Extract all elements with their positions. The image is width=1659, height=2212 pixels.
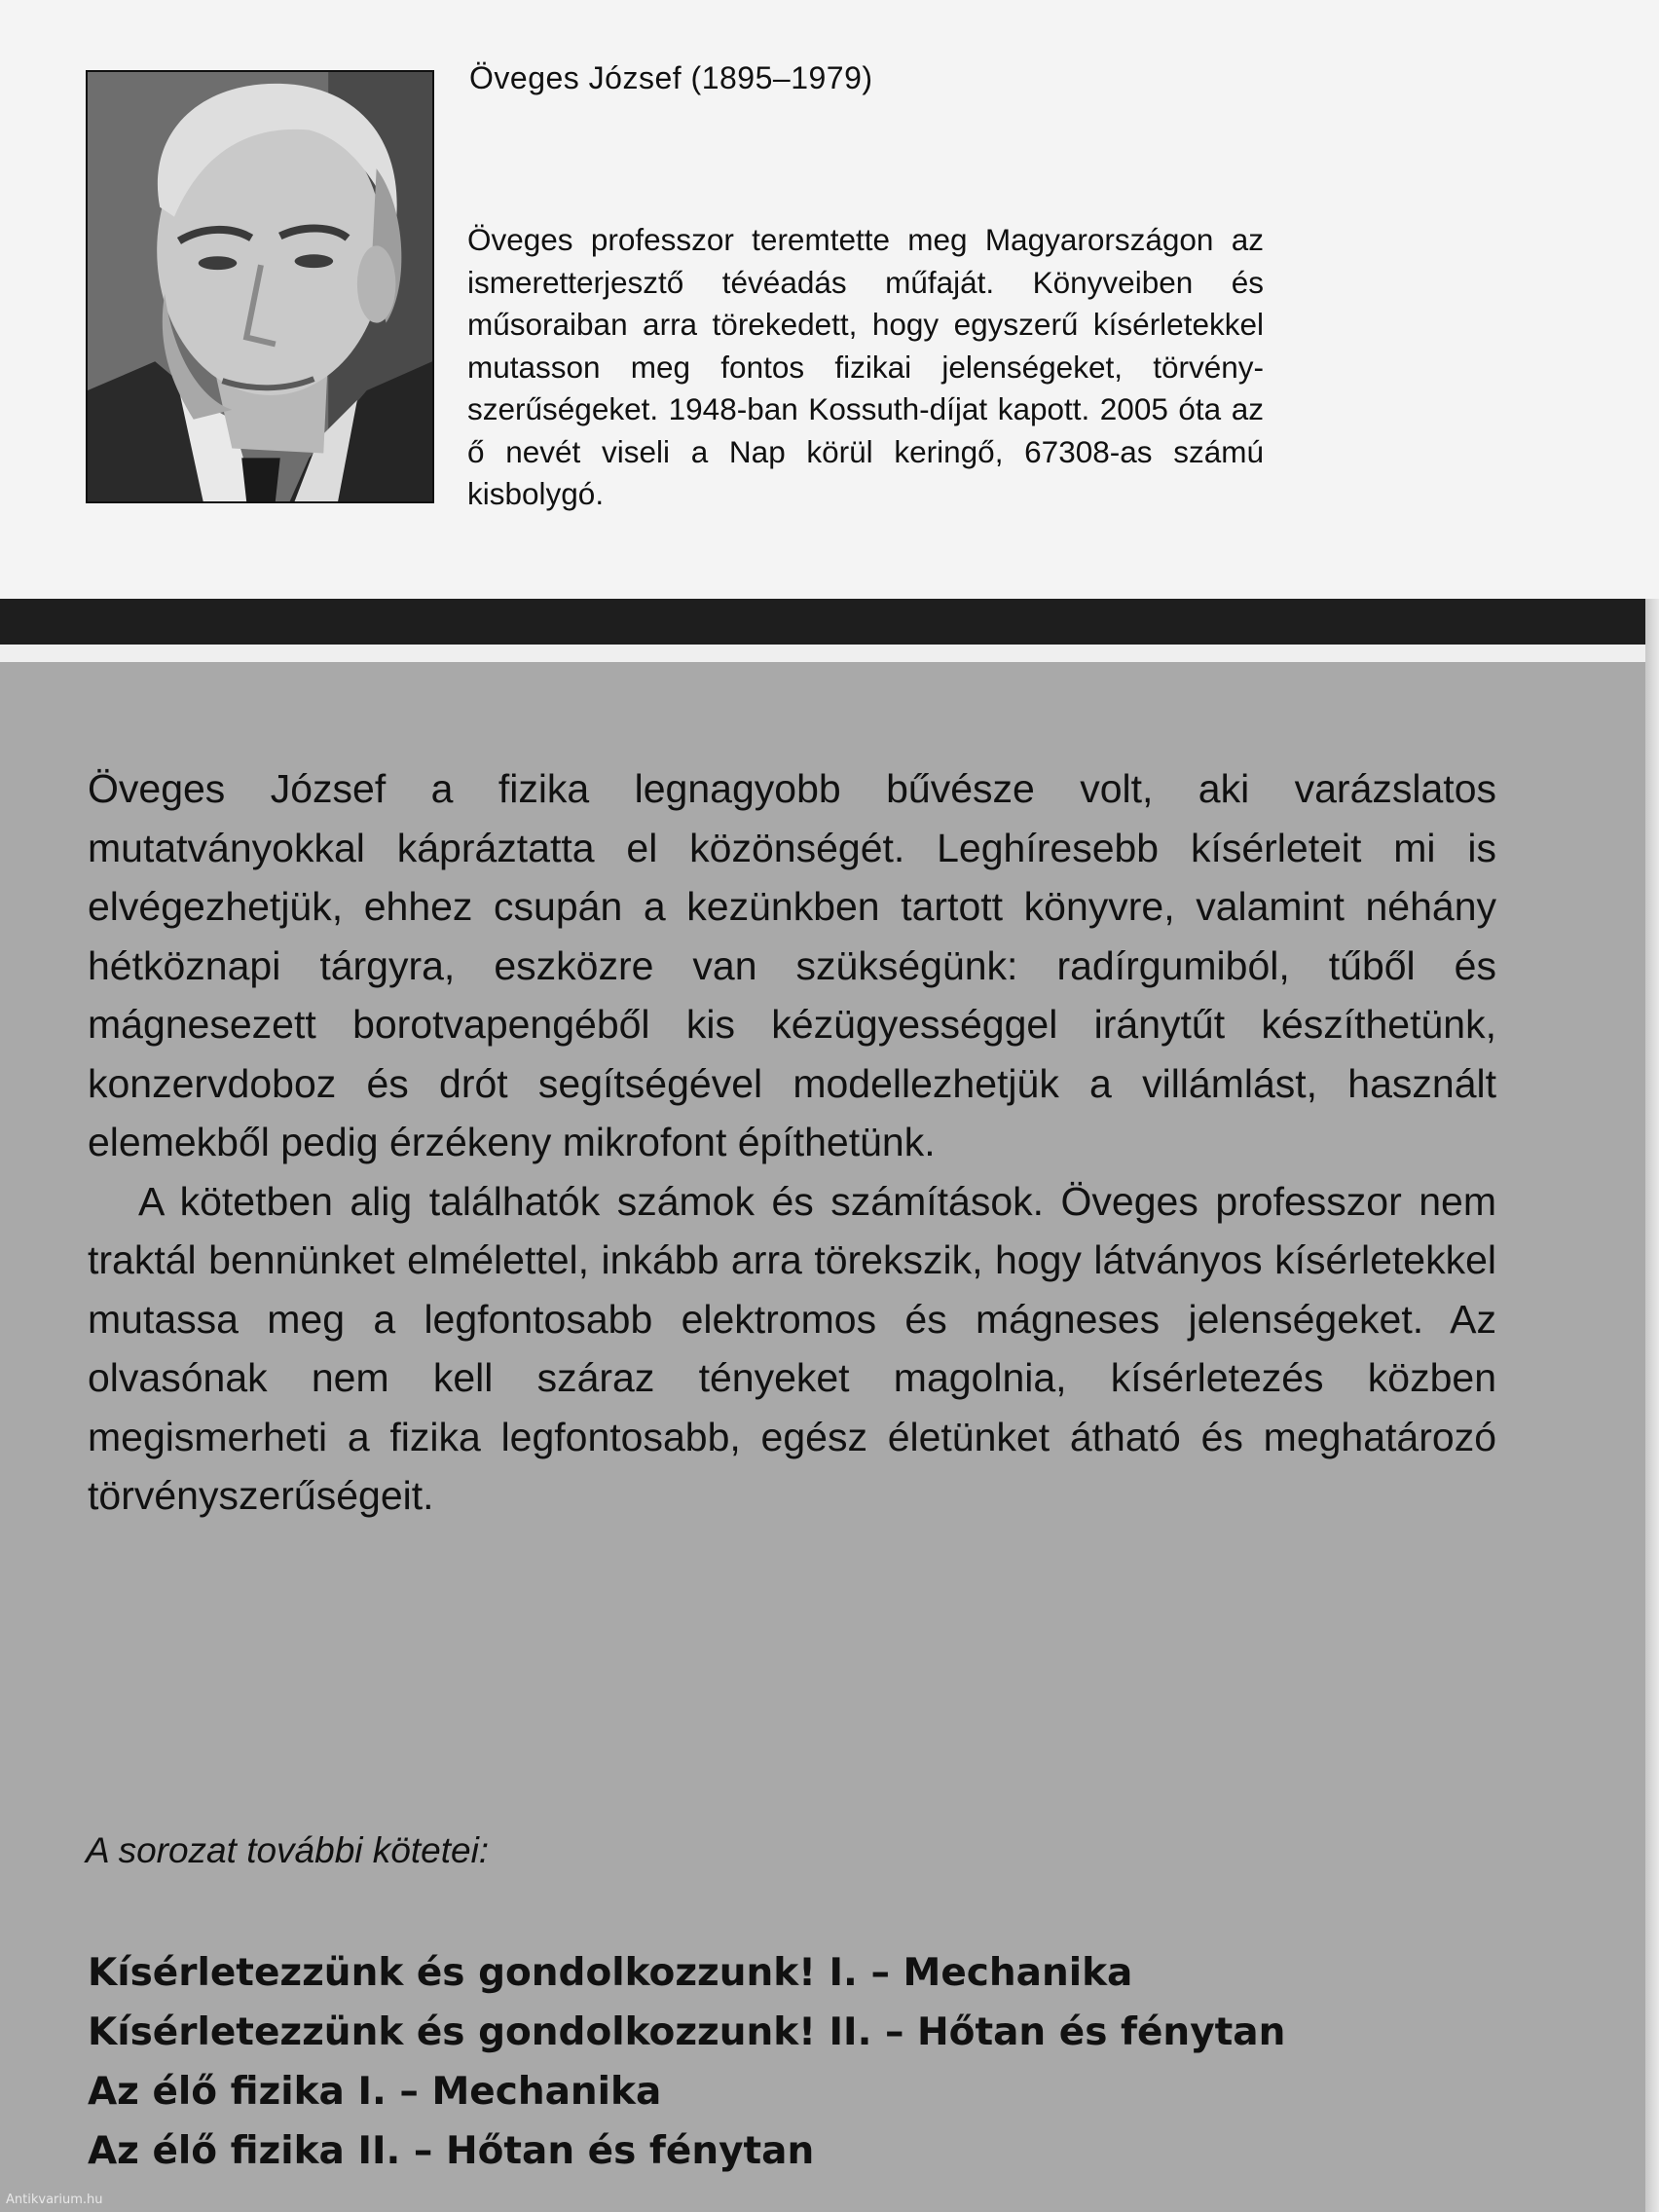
- book-description: [88, 759, 1496, 1526]
- author-name-years: Öveges József (1895–1979): [469, 60, 873, 95]
- separator-band: [0, 599, 1659, 645]
- portrait-illustration: [88, 72, 432, 501]
- description-paragraph: A kötetben alig találhatók számok és számítások. Öveges professzor nem traktál bennünket elmélettel, inkább arra törekszik, hogy látványos kísérletekkel mutassa meg a legfontosabb elektromos és mágneses jelenségeket. Az olvasónak nem kell száraz tényeket magolnia, kísérletezés közben megismerheti a fizika legfontosabb, egész életünket átható és meghatározó törvényszerűségeit.: [88, 1178, 1496, 1518]
- author-panel: [0, 0, 1659, 599]
- series-volume-item: Az élő fizika II. – Hőtan és fénytan: [88, 2129, 815, 2173]
- series-volume-item: Kísérletezzünk és gondolkozzunk! II. – Hőtan és fénytan: [88, 2010, 1286, 2054]
- series-volume-list: [88, 1943, 1285, 2181]
- author-portrait-photo: [86, 70, 434, 503]
- cover-edge: [1645, 599, 1659, 2212]
- series-volume-item: Az élő fizika I. – Mechanika: [88, 2070, 662, 2114]
- watermark: Antikvarium.hu: [6, 2193, 103, 2207]
- separator-stripe: [0, 645, 1659, 662]
- description-paragraph: Öveges József a fizika legnagyobb bűvésze volt, aki varázslatos mutatványokkal kápráztatta el közönségét. Leghíresebb kísérleteit mi is elvégezhetjük, ehhez csupán a kezünkben tartott könyvre, valamint néhány hétköznapi tárgyra, eszközre van szükségünk: radírgumiból, tűből és mágnesezett borotvapengéből kis kézügyességgel iránytűt készíthetünk, konzervdoboz és drót segítségével modellezhetjük a villámlást, használt elemekből pedig érzékeny mikrofont építhetünk.: [88, 766, 1496, 1164]
- author-biography: Öveges professzor teremtette meg Magyarországon az ismeretterjesztő tévéadás műfaját. Könyveiben és műsoraiban arra törekedett, hogy egyszerű kísérletekkel mutasson meg fontos fizikai jelenségeket, törvényszerűségeket. 1948-ban Kossuth-díjat kapott. 2005 óta az ő nevét viseli a Nap körül keringő, 67308-as számú kisbolygó.: [467, 222, 1264, 511]
- series-heading: A sorozat további kötetei:: [86, 1830, 490, 1870]
- series-volume-item: Kísérletezzünk és gondolkozzunk! I. – Mechanika: [88, 1951, 1133, 1995]
